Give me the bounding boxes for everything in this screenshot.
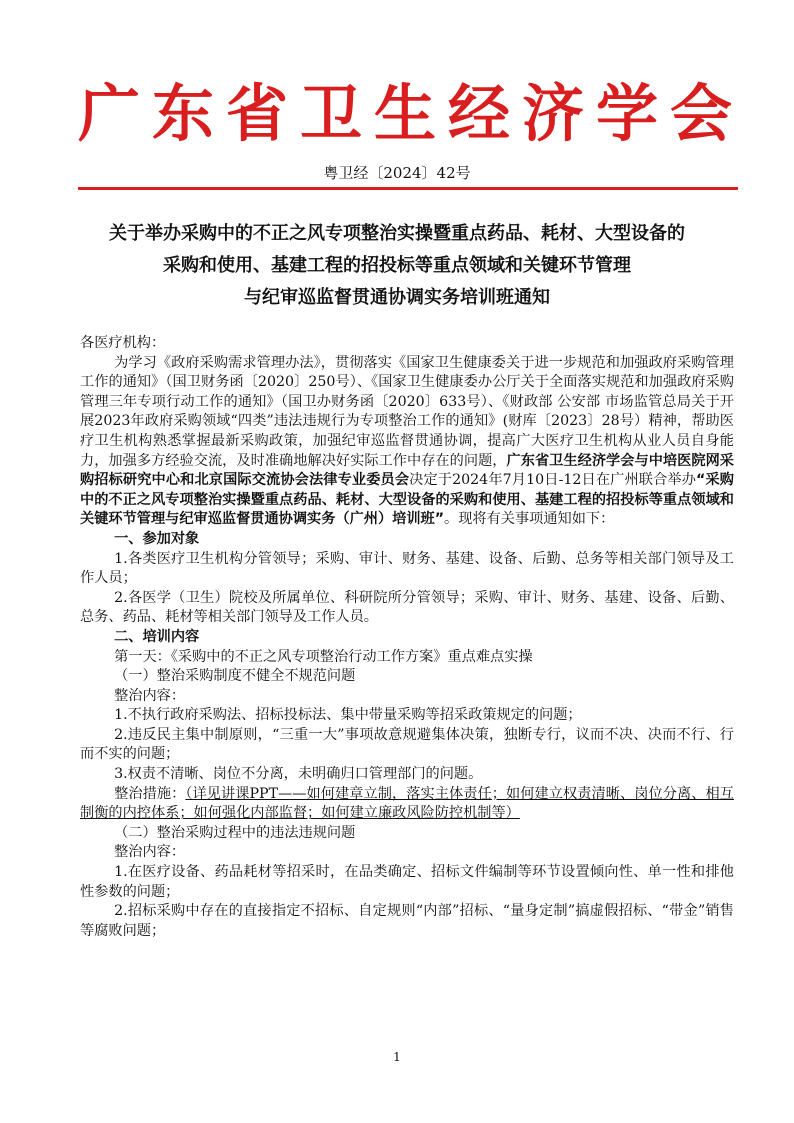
subsection-2-item-2: 2.招标采购中存在的直接指定不招标、自定规则“内部”招标、“量身定制”搞虚假招标、“带金”销售等腐败问题；	[80, 903, 734, 939]
measures-paragraph	[80, 785, 734, 824]
organizer-names: 广东省卫生经济学会与中培医院网采购招标研究中心和北京国际交流协会法律专业委员会	[80, 452, 734, 489]
notice-title	[60, 218, 734, 314]
day-1-heading: 第一天：《采购中的不正之风专项整治行动工作方案》重点难点实操	[114, 648, 533, 665]
title-line-2: 采购和使用、基建工程的招投标等重点领域和关键环节管理	[163, 255, 631, 276]
notice-body	[80, 334, 734, 941]
subsection-1-heading: （一）整治采购制度不健全不规范问题	[114, 668, 356, 685]
document-number: 粤卫经〔2024〕42号	[323, 164, 471, 182]
salutation: 各医疗机构：	[80, 335, 166, 351]
content-label-1: 整治内容：	[114, 687, 186, 704]
subsection-1-item-1: 1.不执行政府采购法、招标投标法、集中带量采购等招采政策规定的问题；	[114, 707, 582, 724]
intro-text-1: 为学习《政府采购需求管理办法》，贯彻落实《国家卫生健康委关于进一步规范和加强政府采购管理工作的通知》（国卫财务函〔2020〕250号）、《国家卫生健康委办公厅关于全面落实规范和加强政府采购管理三年专项行动工作的通知》（国卫办财务函〔2020〕633号）、《财政部 公安部 市场监管总局关于开展2023年政府采购领域“四类”违法违规行为专项整治工作的通知》(财库〔2023〕28号）精神，帮助医疗卫生机构熟悉掌握最新采购政策，加强纪审巡监督贯通协调，提高广大医疗卫生机构从业人员自身能力，加强多方经验交流，及时准确地解决好实际工作中存在的问题，	[80, 354, 734, 469]
subsection-2-item-1: 1.在医疗设备、药品耗材等招采时，在品类确定、招标文件编制等环节设置倾向性、单一性和排他性参数的问题；	[80, 864, 734, 900]
title-line-1: 关于举办采购中的不正之风专项整治实操暨重点药品、耗材、大型设备的	[109, 223, 685, 244]
title-line-3: 与纪审巡监督贯通协调实务培训班通知	[244, 287, 550, 308]
subsection-1-item-2: 2.违反民主集中制原则，“三重一大”事项故意规避集体决策，独断专行，议而不决、决而不行、行而不实的问题；	[80, 726, 734, 763]
section-2-heading: 二、培训内容	[114, 628, 200, 645]
subsection-1-item-3: 3.权责不清晰、岗位不分离，未明确归口管理部门的问题。	[114, 766, 483, 783]
red-divider	[78, 187, 738, 190]
measures-text: （详见讲课PPT——如何建章立制，落实主体责任；如何建立权责清晰、岗位分离、相互制衡的内控体系；如何强化内部监督；如何建立廉政风险防控机制等）	[80, 785, 734, 822]
masthead-title: 广东省卫生经济学会	[78, 77, 745, 150]
section-1-item-2: 2.各医学（卫生）院校及所属单位、科研院所分管领导；采购、审计、财务、基建、设备、后勤、总务、药品、耗材等相关部门领导及工作人员。	[80, 589, 734, 626]
measures-label: 整治措施：	[114, 785, 186, 802]
intro-text-3: 。现将有关事项通知如下：	[444, 511, 615, 528]
section-1-heading: 一、参加对象	[114, 530, 200, 547]
page-number: 1	[393, 1050, 401, 1064]
course-name: “采购中的不正之风专项整治实操暨重点药品、耗材、大型设备的采购和使用、基建工程的招投标等重点领域和关键环节管理与纪审巡监督贯通协调实务（广州）培训班”	[80, 472, 734, 528]
content-label-2: 整治内容：	[114, 844, 186, 861]
section-1-item-1: 1.各类医疗卫生机构分管领导；采购、审计、财务、基建、设备、后勤、总务等相关部门领导及工作人员；	[80, 550, 734, 587]
subsection-2-heading: （二）整治采购过程中的违法违规问题	[114, 824, 356, 841]
intro-paragraph	[80, 354, 734, 530]
intro-text-2: 决定于2024年7月10日-12日在广州联合举办	[409, 472, 697, 489]
